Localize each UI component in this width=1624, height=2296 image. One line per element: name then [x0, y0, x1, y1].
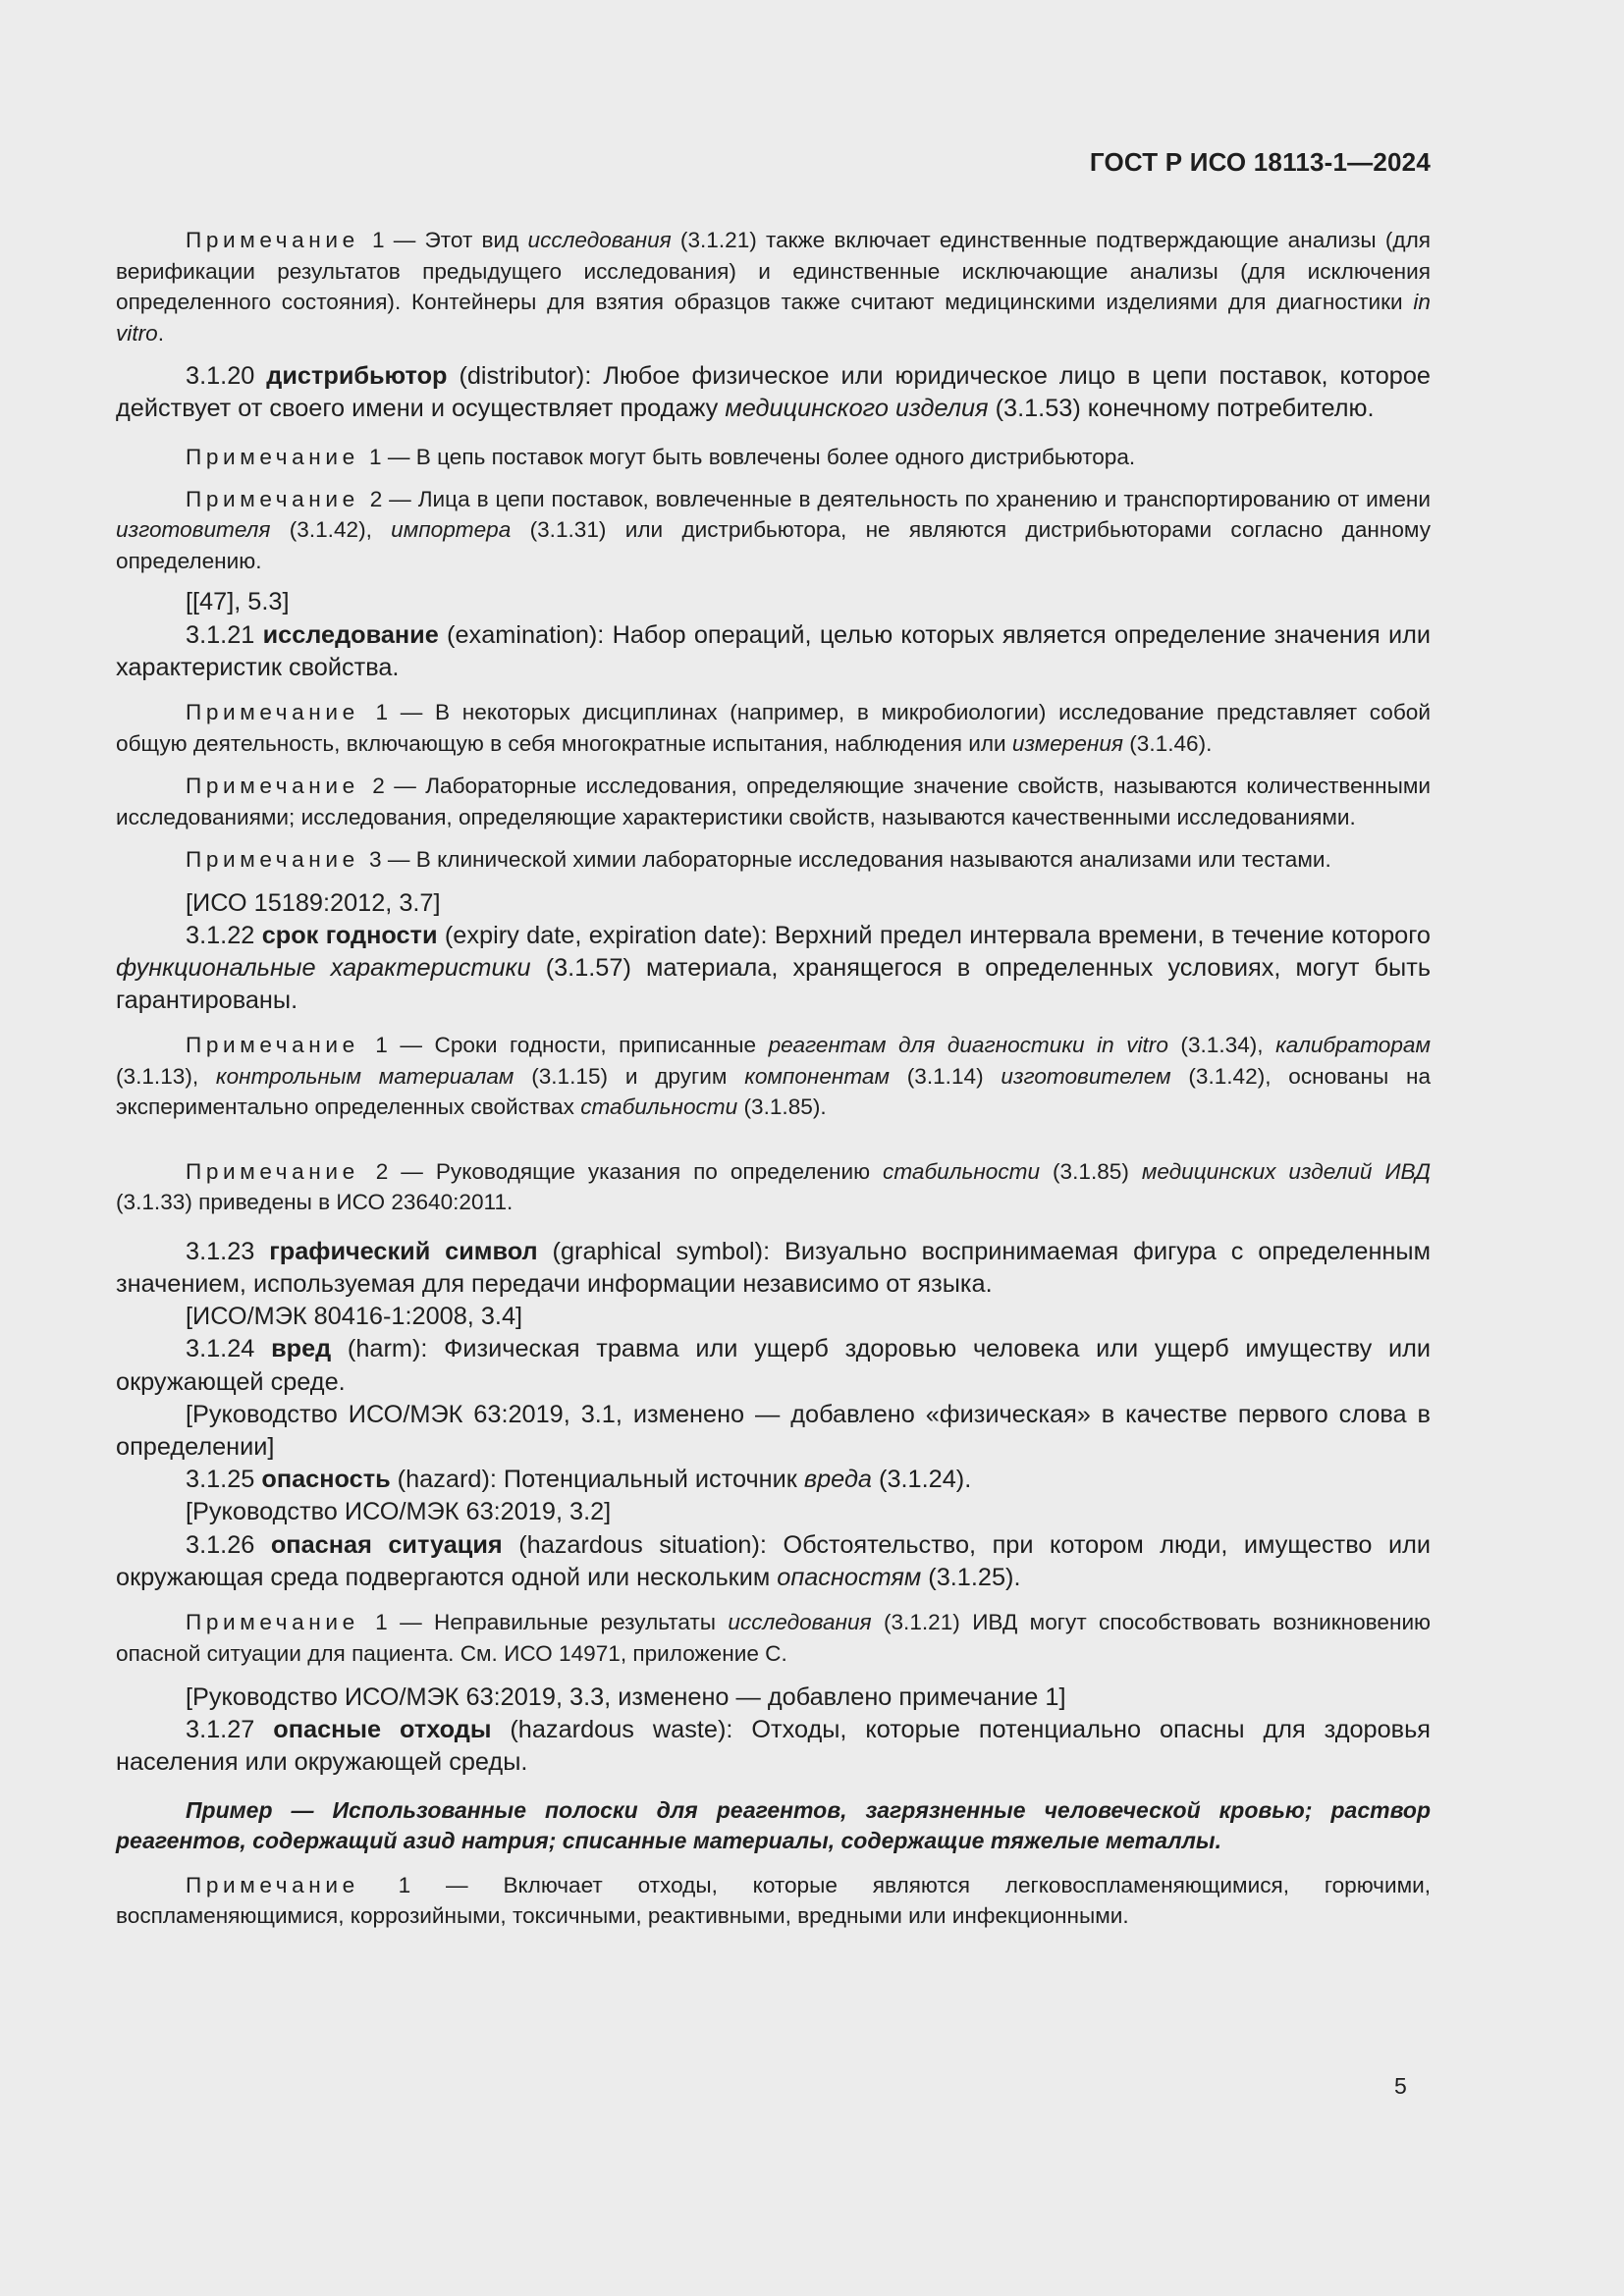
text-run: 3.1.21	[186, 620, 263, 649]
text-run: 3.1.24	[186, 1335, 272, 1363]
text-run: 1 — Этот вид	[362, 228, 528, 252]
text-run: (3.1.31) или дистрибьютора, не являются дистрибьюторами согласно данному определению.	[116, 517, 1431, 573]
note-label: Примечание	[186, 700, 359, 725]
term-reference: реагентам для диагностики in vitro	[768, 1033, 1168, 1058]
source-reference-src-3123	[116, 1301, 1431, 1333]
source-reference-src-3124	[116, 1399, 1431, 1464]
document-body	[116, 225, 1431, 1932]
text-run: (3.1.57) материала, хранящегося в определенных условиях, могут быть гарантированы.	[116, 953, 1432, 1015]
term-reference: компонентам	[744, 1063, 890, 1089]
term-definition-term-3120	[116, 360, 1431, 425]
text-run: 2 — Лица в цепи поставок, вовлеченные в деятельность по хранению и транспортированию от имени	[362, 486, 1431, 511]
text-run: (3.1.34),	[1167, 1033, 1276, 1058]
example-label: Пример	[186, 1796, 273, 1823]
term-name: срок годности	[261, 921, 438, 949]
term-reference: изготовителем	[1001, 1063, 1171, 1089]
term-definition-term-3127	[116, 1714, 1431, 1779]
note-label: Примечание	[186, 228, 359, 252]
text-run: 3 — В клинической химии лабораторные исследования называются анализами или тестами.	[362, 847, 1331, 873]
term-reference: контрольным материалам	[215, 1063, 514, 1089]
text-run: [[47], 5.3]	[186, 588, 290, 616]
text-run: (hazardous situation): Обстоятельство, при котором люди, имущество или окружающая среда подвергаются одной или нескольким	[116, 1530, 1431, 1591]
document-code-header: ГОСТ Р ИСО 18113-1—2024	[1089, 147, 1431, 177]
note-label: Примечание	[186, 486, 359, 511]
term-reference: опасностям	[777, 1563, 922, 1591]
text-run: — Использованные полоски для реагентов, загрязненные человеческой кровью; раствор реагентов, содержащий азид натрия; списанные материалы, содержащие тяжелые металлы.	[116, 1796, 1431, 1854]
text-run: (3.1.25).	[921, 1563, 1021, 1591]
text-run: 1 — Включает отходы, которые являются легковоспламеняющимися, горючими, воспламеняющимися, коррозийными, токсичными, реактивными, вредными или инфекционными.	[116, 1872, 1431, 1929]
source-reference-src-3121	[116, 887, 1431, 920]
term-reference: вреда	[803, 1466, 872, 1494]
text-run: (harm): Физическая травма или ущерб здоровью человека или ущерб имуществу или окружающей среде.	[116, 1335, 1431, 1396]
text-run: (expiry date, expiration date): Верхний предел интервала времени, в течение которого	[437, 921, 1431, 949]
term-reference: исследования	[728, 1610, 872, 1635]
note-label: Примечание	[186, 1610, 359, 1635]
text-run: 3.1.22	[186, 921, 262, 949]
term-definition-term-3125	[116, 1464, 1431, 1496]
term-name: вред	[271, 1335, 332, 1363]
text-run: 1 — Сроки годности, приписанные	[362, 1033, 769, 1058]
note-paragraph-note-3127-1	[116, 1870, 1431, 1932]
note-label: Примечание	[186, 1158, 359, 1184]
text-run: (examination): Набор операций, целью которых является определение значения или характеристик свойства.	[116, 620, 1431, 681]
text-run: (3.1.24).	[872, 1466, 972, 1494]
text-run: (hazardous waste): Отходы, которые потенциально опасны для здоровья населения или окружающей среды.	[116, 1716, 1431, 1777]
note-label: Примечание	[186, 774, 359, 799]
term-name: дистрибьютор	[266, 362, 448, 390]
term-definition-term-3123	[116, 1236, 1431, 1301]
text-run: 3.1.27	[186, 1716, 274, 1744]
text-run: (hazard): Потенциальный источник	[390, 1466, 804, 1494]
note-label: Примечание	[186, 847, 359, 873]
text-run: (3.1.42),	[270, 517, 392, 543]
note-paragraph-note-3120-2	[116, 484, 1431, 577]
text-run: (3.1.13),	[116, 1063, 216, 1089]
term-reference: медицинского изделия	[725, 395, 989, 423]
text-run: (3.1.14)	[889, 1063, 1001, 1089]
text-run: (3.1.46).	[1122, 730, 1213, 756]
text-run: 2 — Руководящие указания по определению	[362, 1158, 884, 1184]
term-reference: калибраторам	[1275, 1033, 1431, 1058]
text-run: 3.1.25	[186, 1466, 262, 1494]
note-label: Примечание	[186, 1872, 359, 1897]
text-run: [Руководство ИСО/МЭК 63:2019, 3.3, изменено — добавлено примечание 1]	[186, 1683, 1066, 1712]
text-run: 1 — В цепь поставок могут быть вовлечены более одного дистрибьютора.	[362, 445, 1136, 470]
text-run: 3.1.20	[186, 362, 267, 390]
text-run: [Руководство ИСО/МЭК 63:2019, 3.1, изменено — добавлено «физическая» в качестве первого слова в определении]	[116, 1400, 1431, 1462]
note-paragraph-note-3121-1	[116, 697, 1431, 759]
term-definition-term-3126	[116, 1529, 1431, 1594]
term-name: опасные отходы	[273, 1716, 492, 1744]
text-run: (graphical symbol): Визуально воспринимаемая фигура с определенным значением, используемая для передачи информации независимо от языка.	[116, 1237, 1431, 1299]
note-paragraph-note-3122-1	[116, 1030, 1431, 1123]
source-reference-src-3125	[116, 1496, 1431, 1528]
text-run: (3.1.42), основаны на экспериментально определенных свойствах	[116, 1063, 1432, 1120]
source-reference-src-3120	[116, 586, 1431, 618]
text-run: (3.1.21) также включает единственные подтверждающие анализы (для верификации результатов предыдущего исследования) и единственные исключающие анализы (для исключения определенного состояния). Контейнеры для взятия образцов также считают медицинскими изделиями для диагностики	[116, 228, 1431, 314]
term-reference: импортера	[391, 517, 512, 543]
source-reference-src-3126	[116, 1682, 1431, 1714]
term-name: опасность	[261, 1466, 391, 1494]
text-run: (3.1.85)	[1040, 1158, 1142, 1184]
text-run: (distributor): Любое физическое или юридическое лицо в цепи поставок, которое действует от своего имени и осуществляет продажу	[116, 362, 1431, 423]
note-paragraph-note-3121-2	[116, 771, 1431, 832]
note-paragraph-note-3122-2	[116, 1156, 1431, 1218]
note-label: Примечание	[186, 1033, 359, 1058]
term-reference: стабильности	[580, 1095, 738, 1120]
note-paragraph-note-3126-1	[116, 1607, 1431, 1669]
text-run: 3.1.23	[186, 1237, 270, 1265]
text-run: 2 — Лабораторные исследования, определяющие значение свойств, называются количественными исследованиями; исследования, определяющие характеристики свойств, называются качественными исследованиями.	[116, 774, 1431, 829]
text-run: [Руководство ИСО/МЭК 63:2019, 3.2]	[186, 1498, 612, 1526]
note-paragraph-note-3121-3	[116, 844, 1431, 876]
term-name: графический символ	[269, 1237, 538, 1265]
text-run: 3.1.26	[186, 1530, 271, 1559]
page-number: 5	[1394, 2073, 1407, 2099]
term-reference: функциональные характеристики	[116, 953, 531, 982]
term-definition-term-3124	[116, 1333, 1431, 1398]
note-label: Примечание	[186, 445, 359, 470]
note-paragraph-note-3119-1	[116, 225, 1431, 348]
text-run: [ИСО 15189:2012, 3.7]	[186, 888, 441, 917]
example-paragraph-example-3127	[116, 1795, 1431, 1857]
text-run: (3.1.15) и другим	[514, 1063, 745, 1089]
text-run: 1 — Неправильные результаты	[362, 1610, 729, 1635]
text-run: (3.1.21) ИВД могут способствовать возникновению опасной ситуации для пациента. См. ИСО 14971, приложение С.	[116, 1610, 1432, 1666]
text-run: 1 — В некоторых дисциплинах (например, в микробиологии) исследование представляет собой общую деятельность, включающую в себя многократные испытания, наблюдения или	[116, 700, 1431, 756]
text-run: (3.1.33) приведены в ИСО 23640:2011.	[116, 1190, 514, 1215]
text-run: .	[157, 320, 164, 346]
term-name: исследование	[262, 620, 439, 649]
term-reference: in vitro	[116, 290, 1431, 346]
term-definition-term-3122	[116, 920, 1431, 1018]
term-reference: изготовителя	[116, 517, 271, 543]
term-definition-term-3121	[116, 619, 1431, 684]
text-run: [ИСО/МЭК 80416-1:2008, 3.4]	[186, 1303, 523, 1331]
term-reference: стабильности	[883, 1158, 1041, 1184]
text-run: (3.1.85).	[737, 1095, 827, 1120]
text-run: (3.1.53) конечному потребителю.	[988, 395, 1375, 423]
note-paragraph-note-3120-1	[116, 442, 1431, 473]
term-reference: медицинских изделий ИВД	[1141, 1158, 1431, 1184]
term-reference: измерения	[1011, 730, 1123, 756]
term-reference: исследования	[527, 228, 672, 252]
term-name: опасная ситуация	[270, 1530, 503, 1559]
